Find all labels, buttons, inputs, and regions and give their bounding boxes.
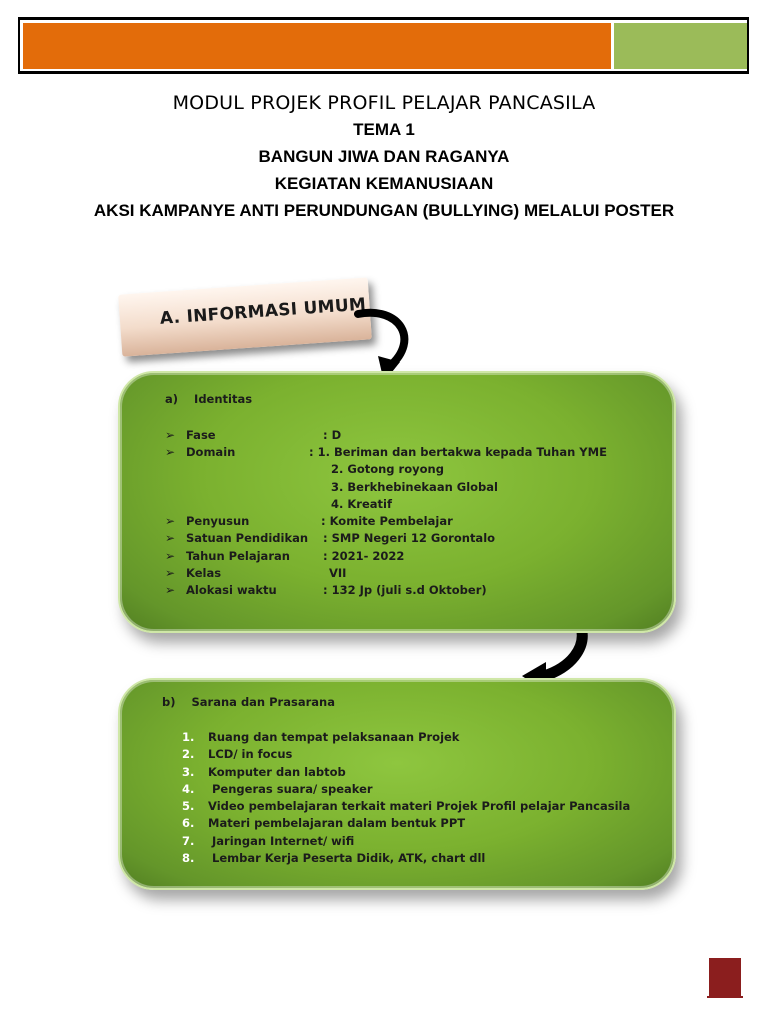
arrow-bullet-icon: ➢	[165, 566, 176, 580]
list-item	[182, 730, 459, 744]
tema-title: TEMA 1	[353, 120, 415, 139]
arrow-bullet-icon: ➢	[165, 428, 176, 442]
list-text: Jaringan Internet/ wifi	[208, 834, 355, 848]
item-label: Domain	[186, 445, 236, 459]
section-label-text: A. INFORMASI UMUM	[159, 294, 367, 329]
item-value: : 1. Beriman dan bertakwa kepada Tuhan YME	[309, 445, 607, 459]
item-value: : 2021- 2022	[323, 549, 405, 563]
list-number: 6.	[182, 816, 195, 830]
list-text: Komputer dan labtob	[208, 765, 346, 779]
identitas-heading-num: a)	[165, 392, 179, 406]
list-text: LCD/ in focus	[208, 747, 293, 761]
header-bar	[18, 17, 749, 74]
aksi-title: AKSI KAMPANYE ANTI PERUNDUNGAN (BULLYING) MELALUI POSTER	[93, 201, 675, 220]
arrow-bullet-icon: ➢	[165, 445, 176, 459]
list-text: Ruang dan tempat pelaksanaan Projek	[208, 730, 460, 744]
arrow-bullet-icon: ➢	[165, 583, 176, 597]
section-label-informasi-umum	[118, 277, 372, 356]
list-number: 5.	[182, 799, 195, 813]
list-item	[182, 782, 373, 796]
list-number: 7.	[182, 834, 195, 848]
page-corner-mark	[709, 958, 741, 996]
item-label: Fase	[186, 428, 216, 442]
list-text: Lembar Kerja Peserta Didik, ATK, chart dll	[208, 851, 486, 865]
item-label: Satuan Pendidikan	[186, 531, 309, 545]
domain-subitem: 3. Berkhebinekaan Global	[331, 480, 498, 494]
list-number: 8.	[182, 851, 195, 865]
item-value: : 132 Jp (juli s.d Oktober)	[323, 583, 487, 597]
item-label: Alokasi waktu	[186, 583, 277, 597]
list-number: 3.	[182, 765, 195, 779]
domain-subitem: 4. Kreatif	[331, 497, 392, 511]
list-item	[182, 816, 465, 830]
list-text: Video pembelajaran terkait materi Projek Profil pelajar Pancasila	[208, 799, 631, 813]
kegiatan-title: KEGIATAN KEMANUSIAAN	[274, 174, 494, 193]
item-value: : D	[323, 428, 342, 442]
list-text: Materi pembelajaran dalam bentuk PPT	[208, 816, 466, 830]
list-number: 2.	[182, 747, 195, 761]
item-value: : Komite Pembelajar	[321, 514, 453, 528]
arrow-bullet-icon: ➢	[165, 514, 176, 528]
list-number: 4.	[182, 782, 195, 796]
list-item	[182, 851, 485, 865]
subtitle: BANGUN JIWA DAN RAGANYA	[258, 147, 510, 166]
list-number: 1.	[182, 730, 195, 744]
item-label: Tahun Pelajaran	[186, 549, 290, 563]
identitas-heading	[165, 392, 252, 406]
item-value: : SMP Negeri 12 Gorontalo	[323, 531, 496, 545]
arrow-bullet-icon: ➢	[165, 549, 176, 563]
item-value: VII	[329, 566, 347, 580]
header-green-block	[614, 23, 747, 69]
arrow-bullet-icon: ➢	[165, 531, 176, 545]
list-item	[182, 765, 346, 779]
item-label: Kelas	[186, 566, 222, 580]
title-block	[0, 90, 768, 224]
sarana-heading	[162, 695, 335, 709]
list-item	[182, 747, 292, 761]
page-corner-line	[707, 996, 743, 998]
list-item	[182, 834, 354, 848]
identitas-heading-text: Identitas	[194, 392, 253, 406]
list-item	[182, 799, 630, 813]
header-orange-block	[23, 23, 611, 69]
list-text: Pengeras suara/ speaker	[208, 782, 373, 796]
sarana-heading-num: b)	[162, 695, 176, 709]
sarana-heading-text: Sarana dan Prasarana	[191, 695, 335, 709]
page-title: MODUL PROJEK PROFIL PELAJAR PANCASILA	[172, 92, 596, 114]
item-label: Penyusun	[186, 514, 250, 528]
domain-subitem: 2. Gotong royong	[331, 462, 444, 476]
